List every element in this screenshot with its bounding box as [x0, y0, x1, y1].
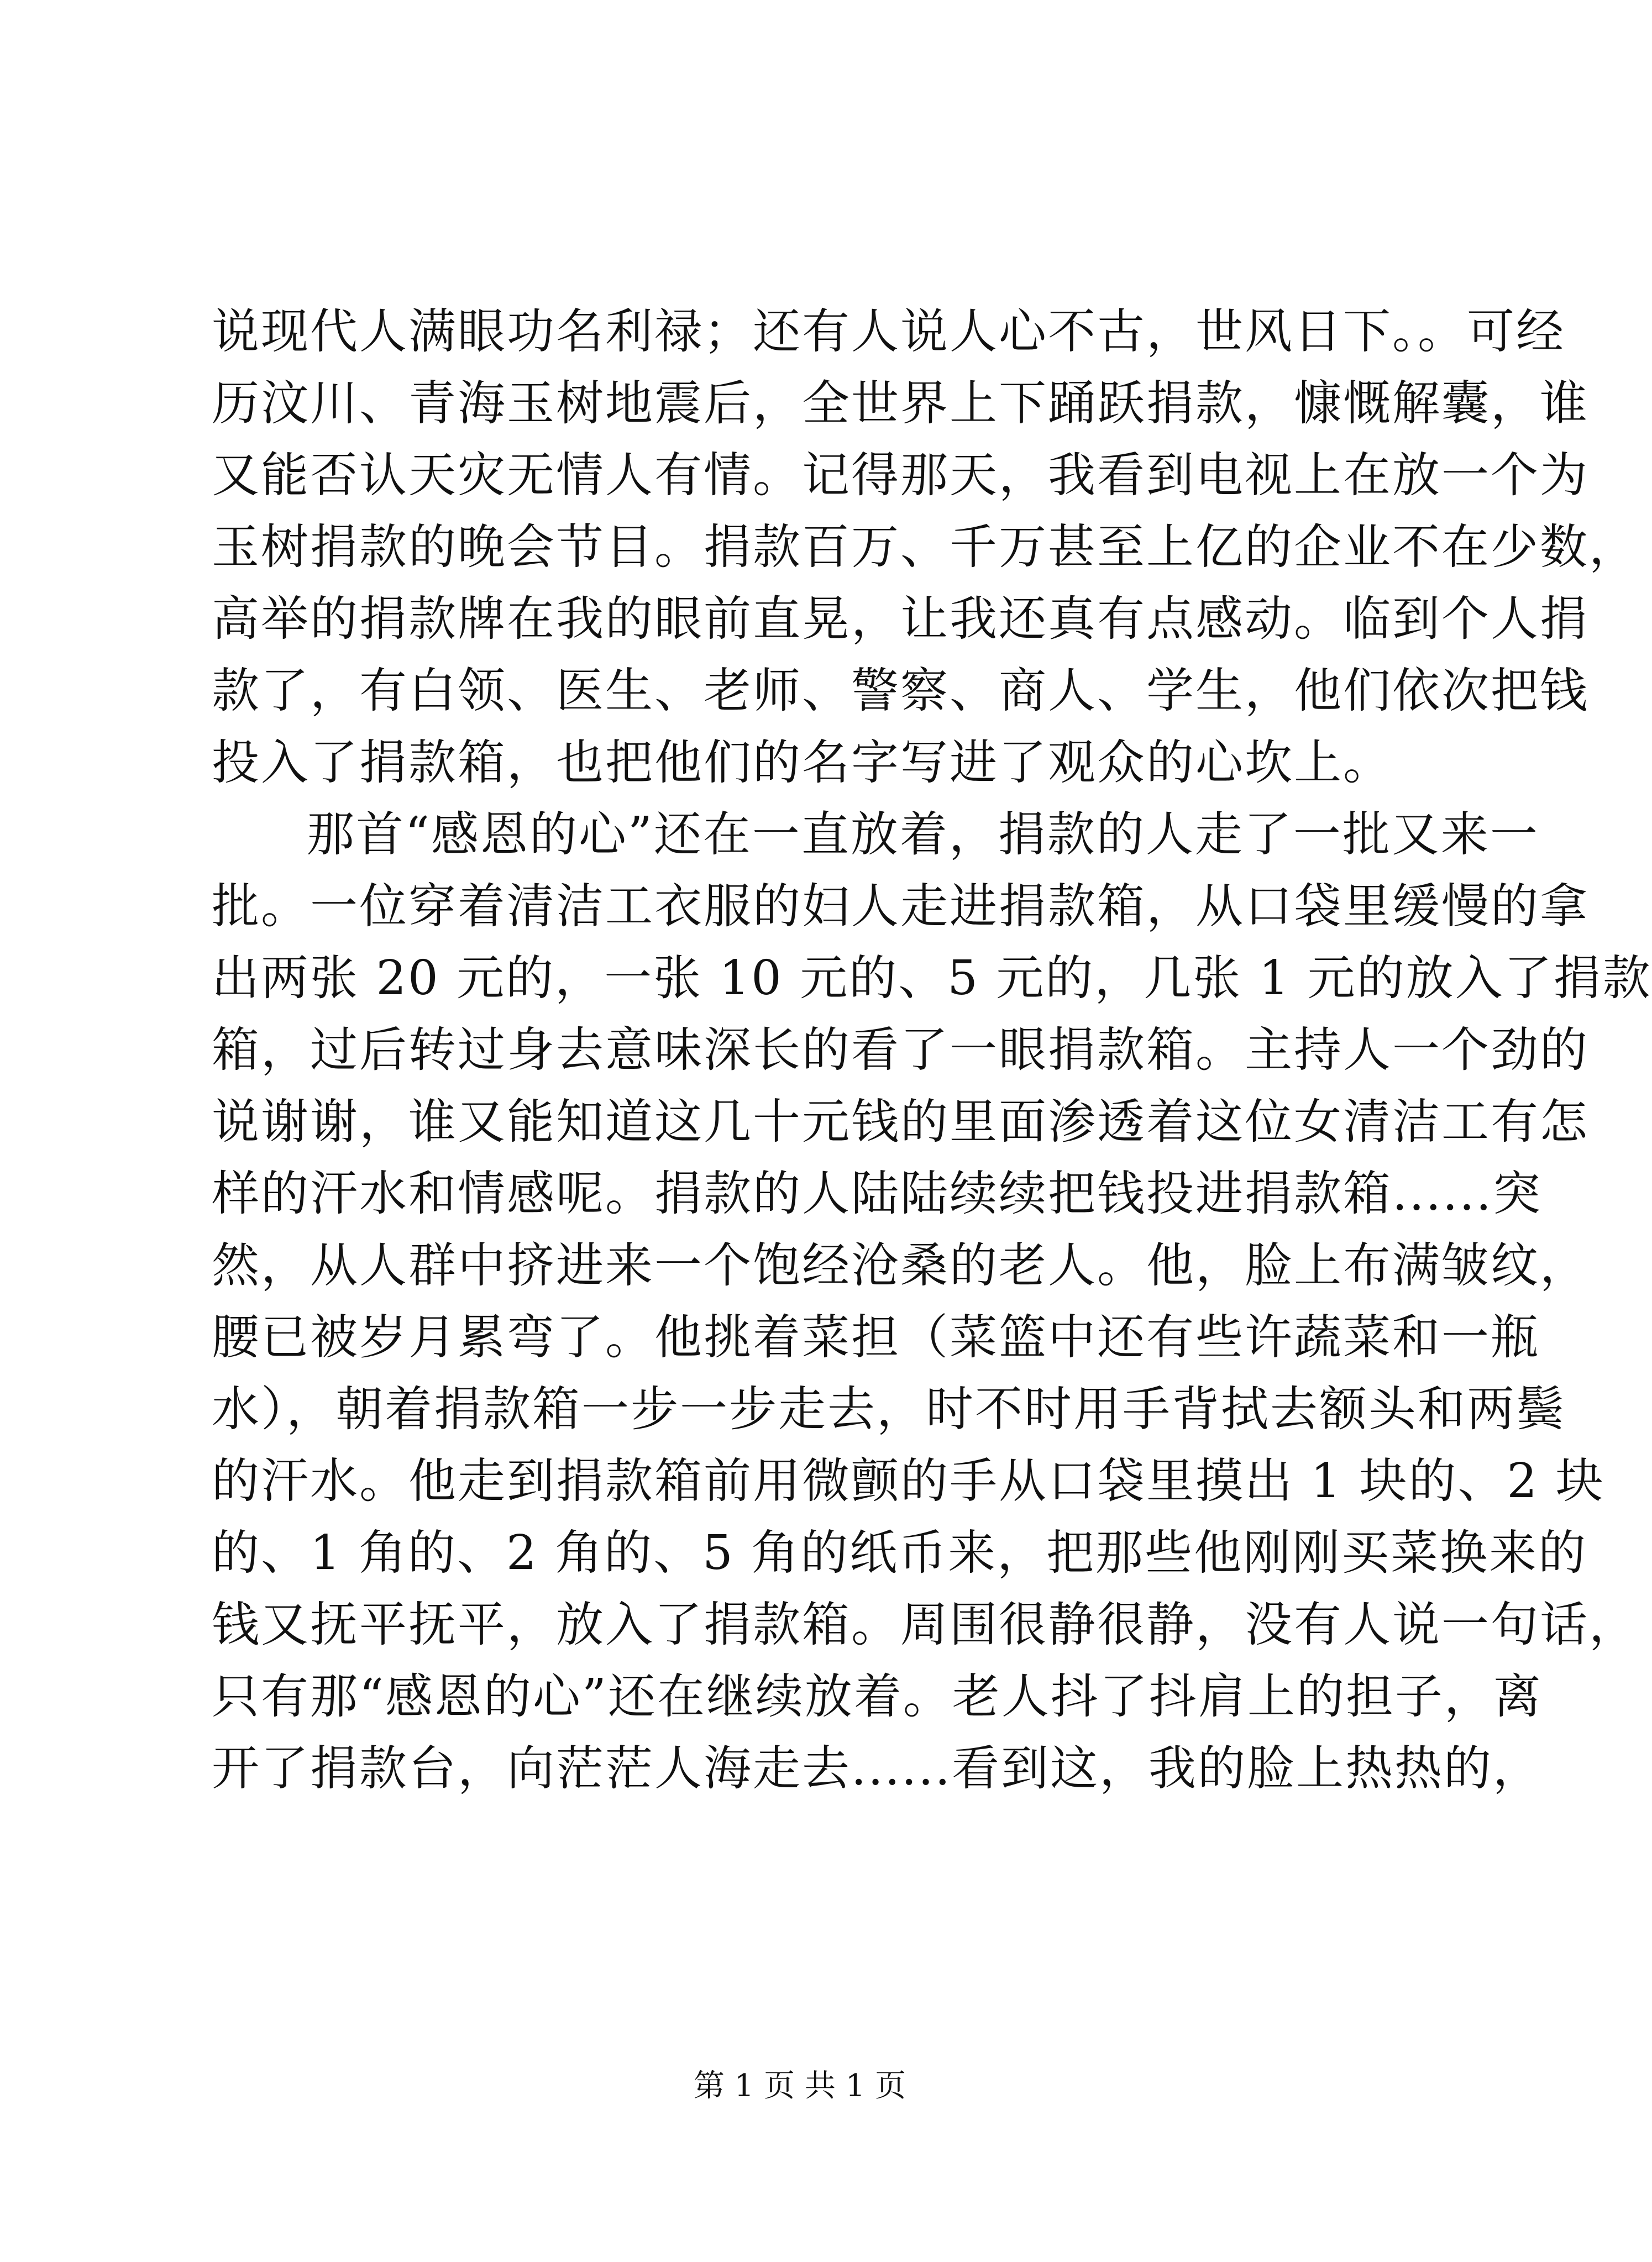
- text-line: 样的汗水和情感呢。捐款的人陆陆续续把钱投进捐款箱......突: [212, 1166, 1543, 1221]
- text-line: 玉树捐款的晚会节目。捐款百万、千万甚至上亿的企业不在少数，: [212, 519, 1638, 575]
- text-line: 只有那“感恩的心”还在继续放着。老人抖了抖肩上的担子，离: [212, 1669, 1543, 1724]
- text-line: 又能否认天灾无情人有情。记得那天，我看到电视上在放一个为: [212, 448, 1589, 503]
- text-line: 款了，有白领、医生、老师、警察、商人、学生，他们依次把钱: [212, 663, 1589, 718]
- text-line: 腰已被岁月累弯了。他挑着菜担（菜篮中还有些许蔬菜和一瓶: [212, 1310, 1540, 1365]
- paragraph-end-line: 投入了捐款箱，也把他们的名字写进了观众的心坎上。: [212, 735, 1392, 790]
- page-number-footer: 第 1 页 共 1 页: [693, 2068, 906, 2104]
- text-line: 说现代人满眼功名利禄；还有人说人心不古，世风日下。。可经: [212, 304, 1565, 359]
- text-line: 开了捐款台，向茫茫人海走去......看到这，我的脸上热热的，: [212, 1741, 1543, 1796]
- text-line: 批。一位穿着清洁工衣服的妇人走进捐款箱，从口袋里缓慢的拿: [212, 879, 1589, 934]
- text-line: 历汶川、青海玉树地震后，全世界上下踊跃捐款，慷慨解囊，谁: [212, 376, 1589, 431]
- paragraph-start-line: 那首“感恩的心”还在一直放着，捐款的人走了一批又来一: [307, 807, 1539, 862]
- text-line: 的、1 角的、2 角的、5 角的纸币来，把那些他刚刚买菜换来的: [212, 1525, 1588, 1581]
- body-text: [212, 296, 1652, 1804]
- text-line: 水），朝着捐款箱一步一步走去，时不时用手背拭去额头和两鬓: [212, 1382, 1565, 1437]
- text-line: 箱，过后转过身去意味深长的看了一眼捐款箱。主持人一个劲的: [212, 1022, 1589, 1078]
- text-line: 钱又抚平抚平，放入了捐款箱。周围很静很静，没有人说一句话，: [212, 1597, 1638, 1652]
- text-line: 出两张 20 元的，一张 10 元的、5 元的，几张 1 元的放入了捐款: [212, 951, 1652, 1006]
- text-line: 然，从人群中挤进来一个饱经沧桑的老人。他，脸上布满皱纹，: [212, 1238, 1589, 1293]
- text-line: 说谢谢，谁又能知道这几十元钱的里面渗透着这位女清洁工有怎: [212, 1094, 1589, 1150]
- text-line: 高举的捐款牌在我的眼前直晃，让我还真有点感动。临到个人捐: [212, 591, 1589, 647]
- text-line: 的汗水。他走到捐款箱前用微颤的手从口袋里摸出 1 块的、2 块: [212, 1453, 1605, 1509]
